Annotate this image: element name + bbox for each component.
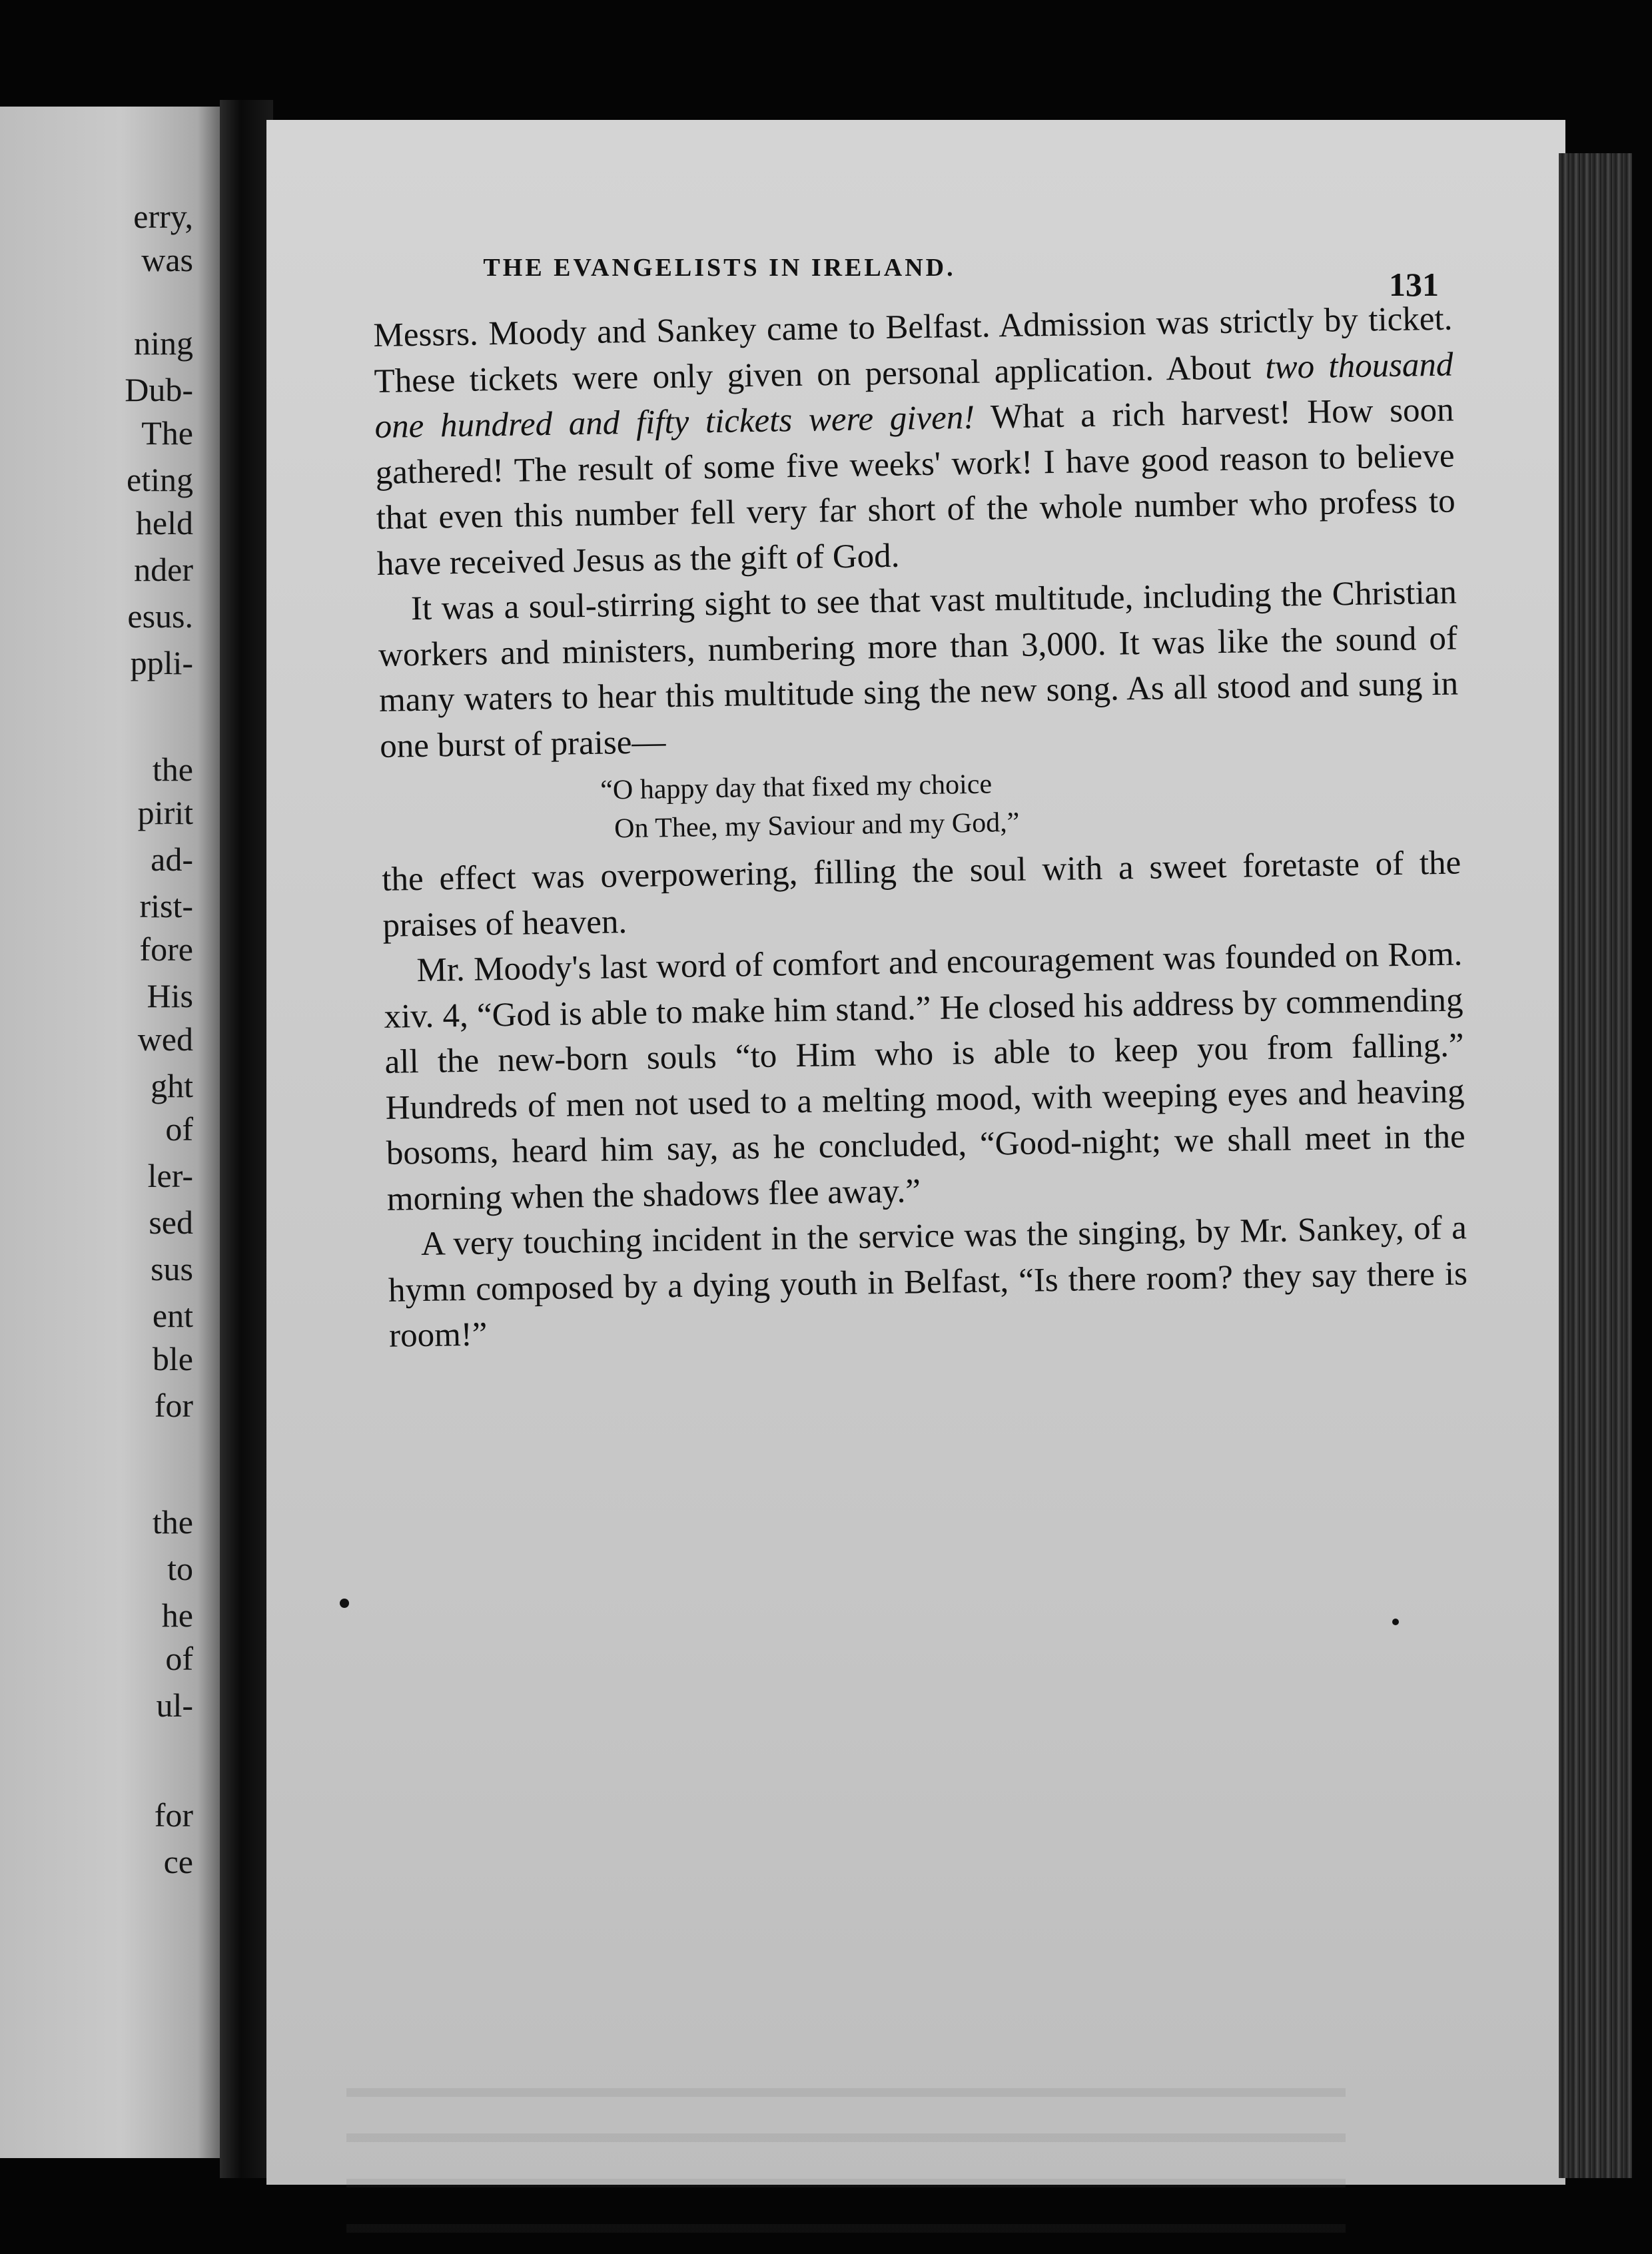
left-page-line-fragment: ning (134, 324, 193, 362)
left-page-line-fragment: held (135, 504, 193, 542)
paragraph-1: Messrs. Moody and Sankey came to Belfast. Admission was strictly by ticket. These tickets were only given on personal application. About two thousand one hundred and fifty tickets were given! What a rich harvest! How soon gathered! The result of some five weeks' work! I have good reason to believe that even this number fell very far short of the whole number who profess to have received Jesus as the gift of God. (373, 300, 1456, 583)
left-page-line-fragment: sed (149, 1204, 193, 1241)
left-page-line-fragment: eting (127, 461, 193, 498)
ink-speck (1392, 1619, 1399, 1625)
left-page-line-fragment: wed (137, 1020, 193, 1058)
left-page-line-fragment: was (141, 241, 193, 278)
page-number: 131 (1389, 266, 1439, 303)
left-page-line-fragment: ler- (147, 1157, 193, 1194)
left-page-line-fragment: the (152, 751, 193, 788)
left-page-line-fragment: the (152, 1503, 193, 1541)
hymn-quote (380, 757, 1461, 851)
left-page-line-fragment: for (154, 1387, 193, 1424)
left-page-line-fragment: Dub- (125, 371, 193, 408)
page-edges (1559, 153, 1632, 2178)
book-page (266, 120, 1565, 2185)
left-page-line-fragment: esus. (127, 597, 193, 635)
left-page-line-fragment: for (154, 1796, 193, 1834)
ink-speck (340, 1599, 349, 1608)
running-head: THE EVANGELISTS IN IRELAND. (483, 254, 956, 282)
hymn-line-1: “O happy day that fixed my choice (600, 769, 993, 806)
paragraph-3: the effect was overpowering, filling the soul with a sweet foretaste of the praises of heaven. (381, 844, 1461, 944)
hymn-line-2: On Thee, my Saviour and my God,” (614, 807, 1020, 845)
left-page-line-fragment: ad- (151, 841, 193, 878)
left-page-line-fragment: rist- (139, 887, 193, 925)
left-page-line-fragment: ght (151, 1067, 193, 1104)
left-page-line-fragment: sus (151, 1250, 193, 1288)
left-page-line-fragment: of (165, 1640, 193, 1677)
bleed-through-text (346, 2052, 1346, 2251)
left-page-line-fragment: of (165, 1110, 193, 1148)
left-page-line-fragment: fore (139, 931, 193, 968)
left-page-line-fragment: to (167, 1550, 193, 1587)
left-page-line-fragment: ppli- (130, 644, 193, 681)
left-page-line-fragment: pirit (137, 794, 193, 831)
left-page-line-fragment: His (147, 977, 193, 1014)
left-page-line-fragment: ul- (156, 1687, 193, 1724)
left-page-line-fragment: ble (152, 1340, 193, 1377)
book-gutter (220, 100, 273, 2178)
emphasized-ticket-count: two thousand one hundred and fifty tickets were given! (374, 346, 1453, 446)
page-body (373, 296, 1468, 1359)
paragraph-2: It was a soul-stirring sight to see that vast multitude, including the Christian workers and ministers, numbering more than 3,000. It was like the sound of many waters to hear this multitude sing the new song. As all stood and sung in one burst of praise— (378, 573, 1459, 765)
paragraph-4: Mr. Moody's last word of comfort and encouragement was founded on Rom. xiv. 4, “God is able to make him stand.” He closed his address by commending all the new-born souls “to Him who is able to keep you from falling.” Hundreds of men not used to a melting mood, with weeping eyes and heaving bosoms, heard him say, as he concluded, “Good-night; we shall meet in the morning when the shadows flee away.” (384, 935, 1466, 1218)
left-page-line-fragment: ce (163, 1843, 193, 1880)
left-page-line-fragment: erry, (133, 198, 193, 235)
left-page-line-fragment: ent (152, 1297, 193, 1334)
facing-page-left (0, 107, 220, 2158)
paragraph-5: A very touching incident in the service was the singing, by Mr. Sankey, of a hymn composed by a dying youth in Belfast, “Is there room? they say there is room!” (388, 1209, 1468, 1355)
left-page-line-fragment: he (161, 1597, 193, 1634)
left-page-line-fragment: The (141, 414, 193, 452)
left-page-line-fragment: nder (134, 551, 193, 588)
